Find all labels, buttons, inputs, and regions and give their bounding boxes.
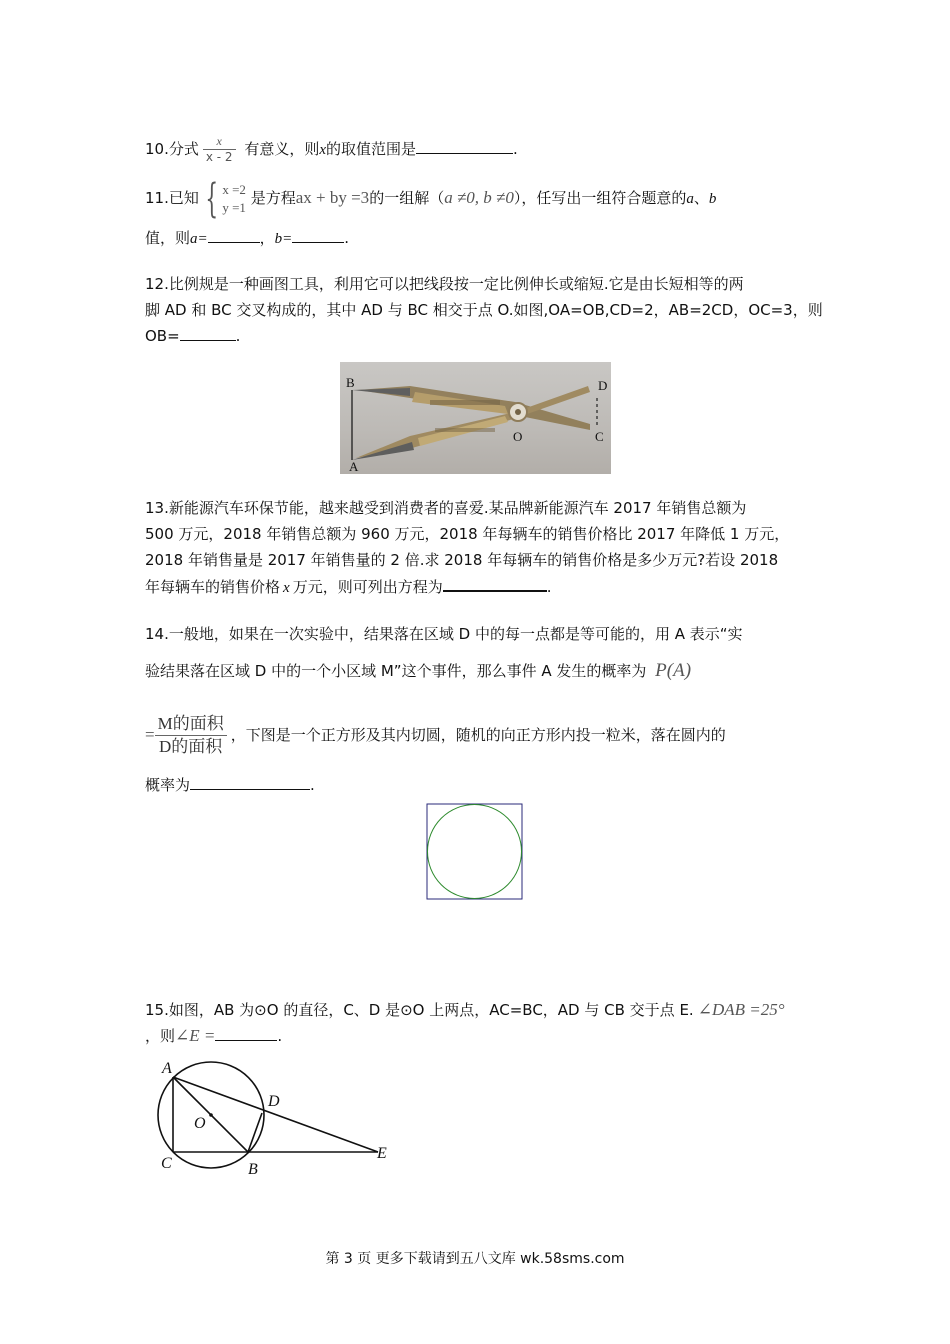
q11-comma: ， [259, 229, 275, 247]
q10-middle: 有意义，则 [244, 140, 320, 158]
circle-geometry-drawing [150, 1060, 400, 1185]
q15-line1 [145, 998, 785, 1022]
q15-angle-e: ∠E = [175, 1026, 216, 1045]
q13-line1: 13.新能源汽车环保节能，越来越受到消费者的喜爱.某品牌新能源汽车 2017 年销售总额为 [145, 499, 747, 517]
segment-bd [248, 1113, 262, 1152]
center-point-o [209, 1113, 213, 1117]
q13-line3: 2018 年销售量是 2017 年销售量的 2 倍.求 2018 年每辆车的销售价格是多少万元?若设 2018 [145, 551, 779, 569]
q13-end: . [546, 578, 552, 596]
question-11 [145, 176, 716, 221]
q11-b-eq: b= [274, 231, 293, 247]
q11-sep: 、 [693, 189, 709, 207]
q13-answer-blank[interactable] [443, 576, 547, 592]
q11-var-a: a [686, 191, 694, 207]
question-10 [145, 134, 518, 165]
q10-var: x [319, 142, 327, 158]
q11-line2-start: 值，则 [145, 229, 191, 247]
q10-frac-denominator: x - 2 [205, 150, 233, 164]
q14-pa: P(A) [655, 660, 692, 681]
compass-drawing [340, 362, 611, 474]
q11-sys-line2: y =1 [222, 199, 246, 215]
q12-answer-blank[interactable] [180, 326, 236, 341]
circle-geometry-figure [150, 1060, 400, 1185]
q15-line1-text: 15.如图，AB 为⊙O 的直径，C、D 是⊙O 上两点，AC=BC，AD 与 CB 交于点 E. [145, 1001, 694, 1019]
q14-eq: = [145, 725, 155, 744]
q14-frac-denominator: D的面积 [159, 737, 223, 756]
label-o: O [513, 429, 523, 444]
label-d: D [598, 378, 608, 393]
q10-prefix: 10.分式 [145, 140, 199, 158]
q15-answer-blank[interactable] [215, 1026, 277, 1041]
q13-var: x [283, 580, 290, 596]
label-d-circle: D [268, 1093, 280, 1110]
q14-line4 [145, 775, 315, 795]
q14-line2 [145, 659, 691, 683]
q10-answer-blank[interactable] [416, 139, 513, 154]
q12-line1: 12.比例规是一种画图工具，利用它可以把线段按一定比例伸长或缩短.它是由长短相等的两 [145, 275, 744, 293]
q11-text1: 是方程 [250, 189, 296, 207]
q13-line4-start: 年每辆车的销售价格 [145, 578, 281, 596]
q15-line2 [145, 1026, 282, 1046]
q14-line1: 14.一般地，如果在一次实验中，结果落在区域 D 中的每一点都是等可能的，用 A 表示“实 [145, 625, 743, 643]
q14-answer-blank[interactable] [190, 775, 310, 790]
q11-text3: ），任写出一组符合题意的 [513, 189, 687, 207]
q11-a-eq: a= [190, 231, 208, 247]
q15-line2-start: ，则 [145, 1027, 176, 1045]
q11-equation: ax + by =3 [295, 188, 370, 207]
square-inscribed-circle-figure [426, 803, 524, 901]
q10-fraction [203, 134, 236, 165]
q12-line2: 脚 AD 和 BC 交叉构成的，其中 AD 与 BC 相交于点 O.如图,OA=OB,CD=2，AB=2CD，OC=3，则 [145, 301, 823, 319]
q11-a-blank[interactable] [208, 228, 260, 243]
q13-line2: 500 万元，2018 年销售总额为 960 万元，2018 年每辆车的销售价格比 2017 年降低 1 万元， [145, 525, 790, 543]
q14-line3 [145, 710, 726, 760]
q14-end: . [310, 776, 315, 794]
compass-tip-b [352, 388, 410, 396]
q12-end: . [235, 327, 241, 345]
q11-brace: { [205, 175, 218, 222]
label-o-circle: O [194, 1115, 206, 1132]
compass-slot-lower [435, 428, 495, 432]
inscribed-circle [428, 805, 522, 899]
q11-prefix: 11.已知 [145, 189, 199, 207]
q11-b-blank[interactable] [292, 228, 344, 243]
q10-end: . [513, 140, 518, 158]
q12-line3 [145, 326, 240, 346]
label-b-circle: B [248, 1161, 258, 1178]
proportional-compass-photo [340, 362, 611, 474]
q12-line3-start: OB= [145, 327, 180, 345]
question-11-line2 [145, 228, 349, 249]
q11-var-b: b [708, 191, 717, 207]
q10-suffix: 的取值范围是 [326, 140, 417, 158]
q11-system [222, 181, 246, 217]
q15-end: . [277, 1027, 283, 1045]
q14-line3-rest: ，下图是一个正方形及其内切圆，随机的向正方形内投一粒米，落在圆内的 [230, 726, 726, 744]
q11-end: . [344, 229, 350, 247]
compass-tip-a [352, 442, 414, 460]
label-c-circle: C [161, 1155, 172, 1172]
q14-fraction [155, 713, 227, 758]
page-footer: 第 3 页 更多下载请到五八文库 wk.58sms.com [325, 1251, 625, 1267]
q14-line2-text: 验结果落在区域 D 中的一个小区域 M”这个事件，那么事件 A 发生的概率为 [145, 662, 647, 680]
q11-condition: a ≠0, b ≠0 [444, 188, 514, 207]
label-a: A [349, 459, 359, 474]
q15-angle-given: ∠DAB =25° [697, 1000, 785, 1019]
label-e-circle: E [377, 1145, 387, 1162]
label-a-circle: A [162, 1060, 172, 1077]
q11-text2: 的一组解（ [369, 189, 445, 207]
compass-pivot-center [515, 409, 521, 415]
compass-slot-upper [430, 400, 500, 405]
q11-sys-line1: x =2 [222, 181, 246, 197]
q14-line4-start: 概率为 [145, 776, 191, 794]
label-b: B [346, 375, 355, 390]
q14-frac-numerator: M的面积 [155, 713, 227, 736]
q10-frac-numerator: x [203, 134, 236, 150]
q13-line4-mid: 万元，则可列出方程为 [292, 578, 443, 596]
q13-line4 [145, 576, 551, 598]
label-c: C [595, 429, 604, 444]
